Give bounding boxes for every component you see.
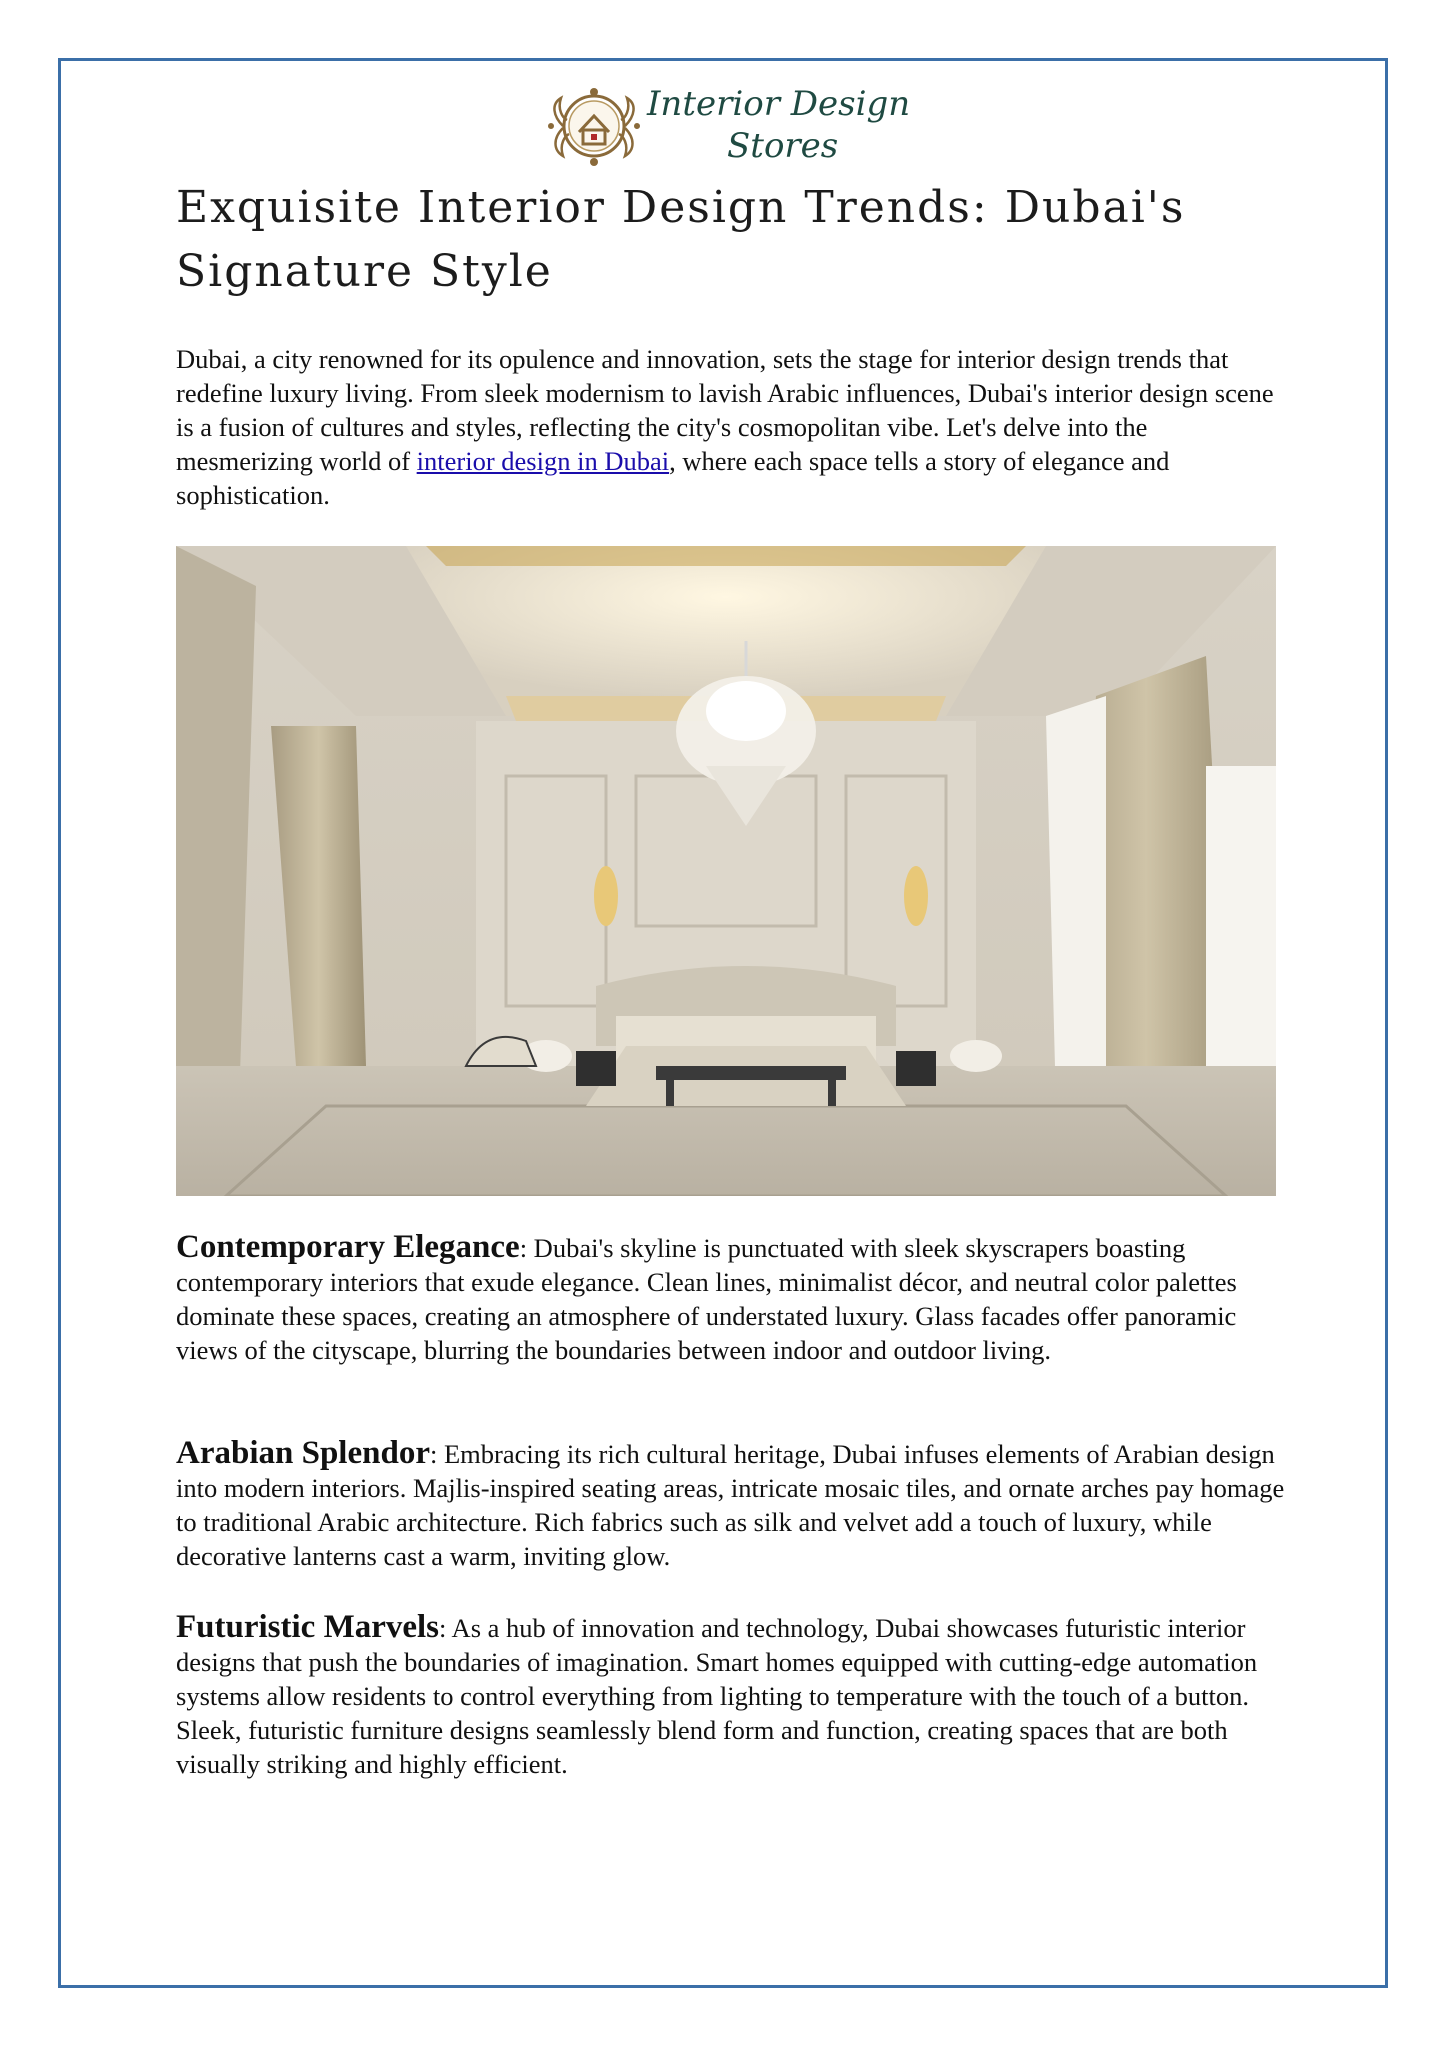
site-logo[interactable] (545, 80, 925, 172)
logo-text-line1: Interior Design (647, 84, 911, 124)
logo-text-line2: Stores (727, 126, 839, 166)
ornate-house-emblem-icon (545, 80, 643, 172)
intro-paragraph (176, 342, 1286, 512)
section-body: : Dubai's skyline is punctuated with sleek skyscrapers boasting contemporary interiors that exude elegance. Clean lines, minimalist décor, and neutral color palettes dominate these spaces, creating an atmosphere of understated luxury. Glass facades offer panoramic views of the cityscape, blurring the boundaries between indoor and outdoor living. (176, 1233, 1237, 1365)
hero-image (176, 546, 1276, 1196)
section-arabian-splendor (176, 1436, 1286, 1573)
luxury-bedroom-illustration (176, 546, 1276, 1196)
intro-text-end: , where each space tells a story of elegance and sophistication. (176, 446, 1170, 510)
section-heading: Futuristic Marvels (176, 1609, 440, 1645)
section-contemporary-elegance (176, 1230, 1286, 1367)
intro-text-start: Dubai, a city renowned for its opulence and innovation, sets the stage for interior design trends that redefine luxury living. From sleek modernism to lavish Arabic influences, Dubai's interior design scene is a fusion of cultures and styles, reflecting the city's cosmopolitan vibe. Let's delve into the mesmerizing world of (176, 344, 1274, 476)
interior-design-dubai-link[interactable]: interior design in Dubai (416, 446, 670, 476)
section-futuristic-marvels (176, 1610, 1286, 1781)
section-body: : Embracing its rich cultural heritage, Dubai infuses elements of Arabian design into modern interiors. Majlis-inspired seating areas, intricate mosaic tiles, and ornate arches pay homage to traditional Arabic architecture. Rich fabrics such as silk and velvet add a touch of luxury, while decorative lanterns cast a warm, inviting glow. (176, 1439, 1285, 1571)
section-heading: Arabian Splendor (176, 1435, 430, 1471)
section-heading: Contemporary Elegance (176, 1229, 520, 1265)
page-title: Exquisite Interior Design Trends: Dubai's Signature Style (176, 182, 1186, 297)
section-body: : As a hub of innovation and technology, Dubai showcases futuristic interior designs that push the boundaries of imagination. Smart homes equipped with cutting-edge automation systems allow residents to control everything from lighting to temperature with the touch of a button. Sleek, futuristic furniture designs seamlessly blend form and function, creating spaces that are both visually striking and highly efficient. (176, 1613, 1258, 1779)
